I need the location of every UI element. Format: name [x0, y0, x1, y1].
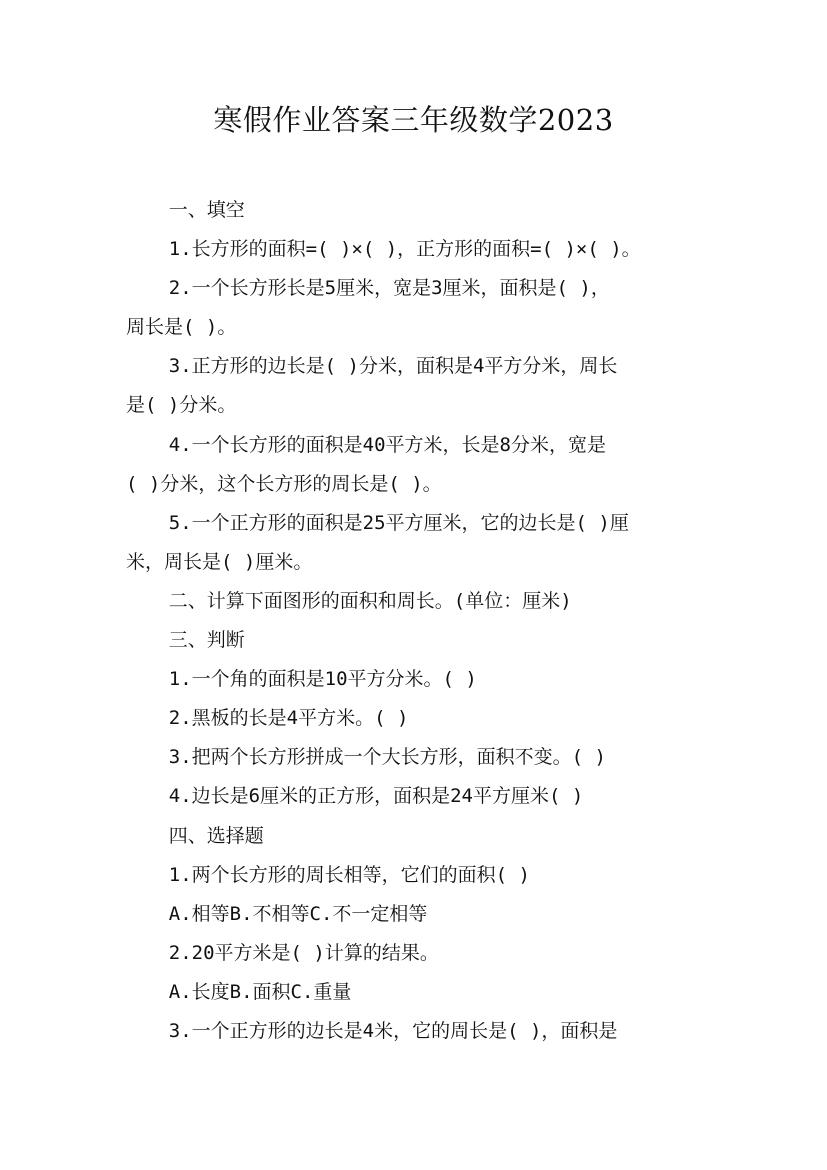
- section-heading-calculate: 二、计算下面图形的面积和周长。(单位：厘米): [168, 589, 572, 612]
- question-line: 1.长方形的面积=( )×( )，正方形的面积=( )×( )。: [168, 238, 641, 261]
- document-title: 寒假作业答案三年级数学2023: [213, 103, 614, 137]
- question-line: 4.一个长方形的面积是40平方米，长是8分米，宽是: [168, 433, 606, 456]
- question-line-continuation: 周长是( )。: [126, 316, 237, 339]
- question-line-continuation: 米，周长是( )厘米。: [126, 550, 313, 573]
- document-body: [126, 191, 712, 1051]
- section-heading-multiple-choice: 四、选择题: [168, 824, 264, 847]
- question-line: 5.一个正方形的面积是25平方厘米，它的边长是( )厘: [168, 511, 629, 534]
- question-line: 2.黑板的长是4平方米。( ): [168, 707, 409, 730]
- section-heading-judge: 三、判断: [168, 629, 245, 652]
- answer-options-line: A.长度B.面积C.重量: [168, 980, 352, 1003]
- question-line: 4.边长是6厘米的正方形，面积是24平方厘米( ): [168, 785, 584, 808]
- question-line: 3.把两个长方形拼成一个大长方形，面积不变。( ): [168, 746, 606, 769]
- answer-options-line: A.相等B.不相等C.不一定相等: [168, 902, 428, 925]
- question-line: 3.一个正方形的边长是4米，它的周长是( )，面积是: [168, 1019, 618, 1042]
- question-line: 2.20平方米是( )计算的结果。: [168, 941, 439, 964]
- question-line: 1.两个长方形的周长相等，它们的面积( ): [168, 863, 530, 886]
- question-line: 3.正方形的边长是( )分米，面积是4平方分米，周长: [168, 355, 618, 378]
- section-heading-fill-in: 一、填空: [168, 199, 245, 221]
- question-line: 1.一个角的面积是10平方分米。( ): [168, 668, 477, 691]
- question-line-continuation: 是( )分米。: [126, 394, 237, 417]
- question-line-continuation: ( )分米，这个长方形的周长是( )。: [126, 472, 442, 495]
- question-line: 2.一个长方形长是5厘米，宽是3厘米，面积是( )，: [168, 277, 610, 300]
